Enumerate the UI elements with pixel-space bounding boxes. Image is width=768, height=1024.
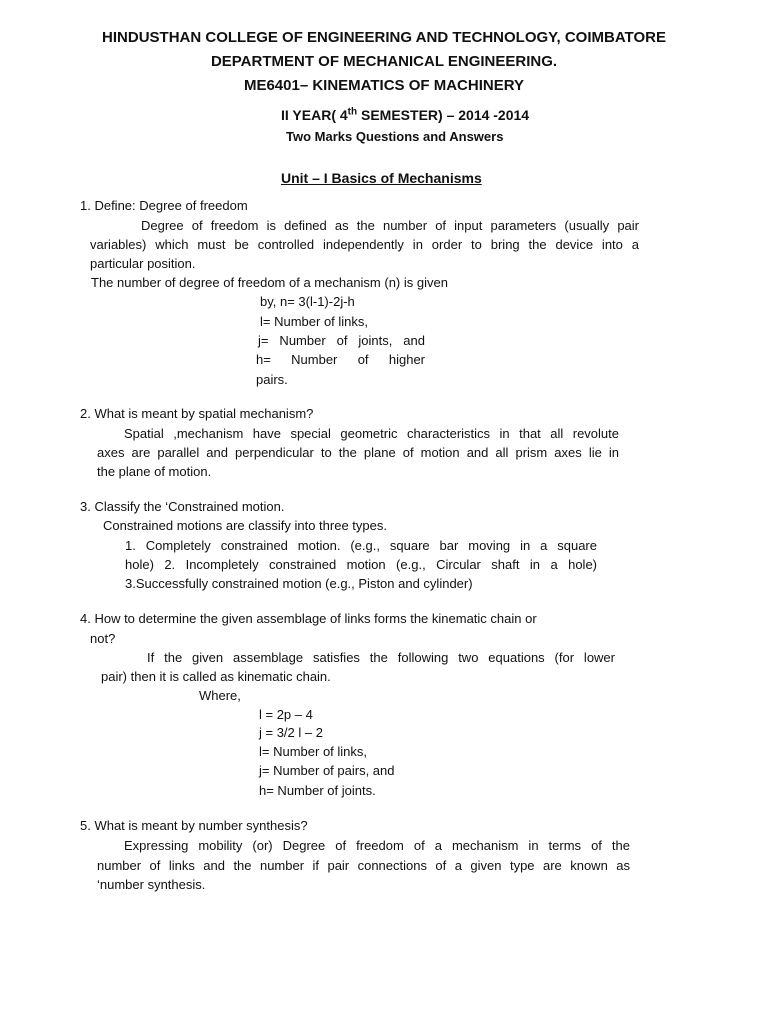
- question-5: 5. What is meant by number synthesis?: [80, 818, 308, 833]
- college-name: HINDUSTHAN COLLEGE OF ENGINEERING AND TECHNOLOGY, COIMBATORE: [102, 29, 666, 46]
- answer-2-line-2: axes are parallel and perpendicular to the plane of motion and all prism axes lie in: [97, 445, 619, 460]
- formula-4-line-3: l= Number of links,: [259, 744, 368, 759]
- question-4-line-1: 4. How to determine the given assemblage of links forms the kinematic chain or: [80, 611, 537, 626]
- formula-1-line-3: j= Number of joints, and: [258, 333, 425, 348]
- answer-4-line-2: pair) then it is called as kinematic chain.: [101, 669, 331, 684]
- answer-3-item-1: 1. Completely constrained motion. (e.g., square bar moving in a square: [125, 538, 597, 553]
- unit-title: Unit – I Basics of Mechanisms: [281, 170, 482, 186]
- answer-1-line-4: The number of degree of freedom of a mechanism (n) is given: [91, 275, 448, 290]
- semester-text: SEMESTER) – 2014 -2014: [357, 107, 530, 123]
- question-3: 3. Classify the ‘Constrained motion.: [80, 499, 285, 514]
- answer-2-line-1: Spatial ,mechanism have special geometric characteristics in that all revolute: [124, 426, 619, 441]
- formula-4-line-2: j = 3/2 l – 2: [259, 725, 323, 740]
- answer-2-line-3: the plane of motion.: [97, 464, 212, 479]
- formula-4-line-4: j= Number of pairs, and: [259, 763, 395, 778]
- department-name: DEPARTMENT OF MECHANICAL ENGINEERING.: [210, 53, 558, 70]
- question-4-line-2: not?: [90, 631, 116, 646]
- answer-5-line-3: ‘number synthesis.: [97, 877, 206, 892]
- answer-1-line-2: variables) which must be controlled independently in order to bring the device into a: [90, 237, 639, 252]
- year-text: II YEAR( 4: [281, 107, 348, 123]
- answer-3-item-3: 3.Successfully constrained motion (e.g., Piston and cylinder): [125, 576, 473, 591]
- formula-1-line-4: h= Number of higher: [256, 352, 425, 367]
- formula-1-line-5: pairs.: [256, 372, 288, 387]
- answer-5-line-2: number of links and the number if pair connections of a given type are known as: [97, 858, 630, 873]
- question-1: 1. Define: Degree of freedom: [80, 198, 248, 213]
- answer-3-item-2: hole) 2. Incompletely constrained motion (e.g., Circular shaft in a hole): [125, 557, 597, 572]
- formula-1-line-1: by, n= 3(l-1)-2j-h: [260, 294, 355, 309]
- answer-4-line-1: If the given assemblage satisfies the following two equations (for lower: [147, 650, 615, 665]
- answer-1-line-3: particular position.: [90, 256, 196, 271]
- question-2: 2. What is meant by spatial mechanism?: [80, 406, 314, 421]
- answer-4-where: Where,: [199, 688, 241, 703]
- formula-1-line-2: l= Number of links,: [260, 314, 369, 329]
- year-superscript: th: [347, 106, 358, 118]
- formula-4-line-1: l = 2p – 4: [259, 707, 313, 722]
- answer-3-intro: Constrained motions are classify into three types.: [103, 518, 387, 533]
- answer-1-line-1: Degree of freedom is defined as the number of input parameters (usually pair: [141, 218, 639, 233]
- subtitle: Two Marks Questions and Answers: [286, 129, 504, 144]
- year-semester: [281, 107, 529, 123]
- course-title: ME6401– KINEMATICS OF MACHINERY: [243, 77, 525, 94]
- formula-4-line-5: h= Number of joints.: [259, 783, 376, 798]
- answer-5-line-1: Expressing mobility (or) Degree of freedom of a mechanism in terms of the: [124, 838, 630, 853]
